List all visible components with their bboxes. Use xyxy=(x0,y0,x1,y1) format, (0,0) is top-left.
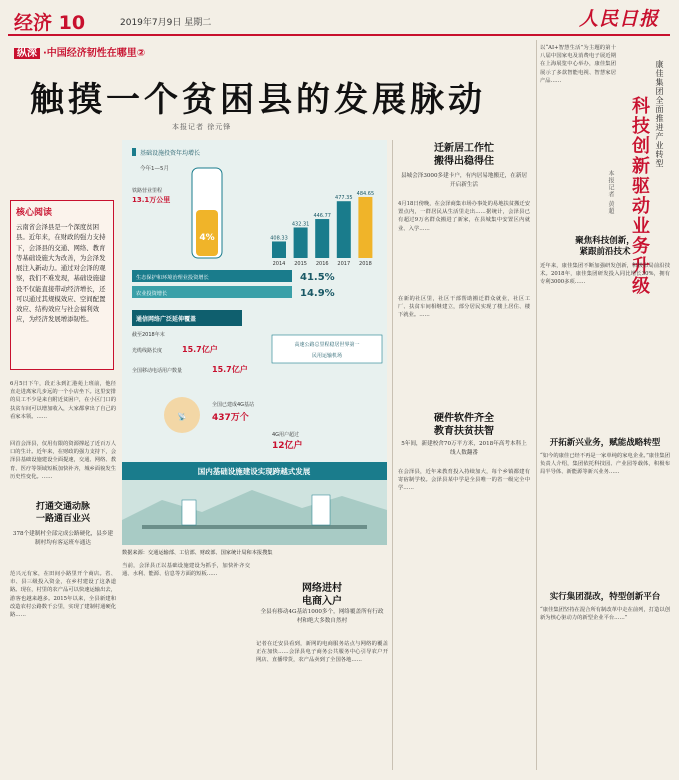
info-4g-label: 4G用户超过 xyxy=(272,432,300,438)
info-cable-value: 15.7亿户 xyxy=(182,345,218,354)
info-pct2: 14.9% xyxy=(300,288,335,299)
bar-2017 xyxy=(337,201,351,258)
bar-2016 xyxy=(315,219,329,258)
bar-label-2016: 2016 xyxy=(315,261,329,267)
kicker-tag: 纵深 xyxy=(14,48,40,59)
right-subhead-2: 开拓新兴业务，赋能战略转型 xyxy=(549,438,661,448)
subhead-edu: 硬件软件齐全 教育扶贫扶智 xyxy=(434,413,494,437)
info-highway-label: 高速公路总里程稳居世界第一 xyxy=(294,342,360,348)
info-rail-label: 铁路营业里程 xyxy=(132,188,163,194)
bar-label-2017: 2017 xyxy=(337,261,351,267)
section-label: 经济 10 xyxy=(14,12,86,34)
left-body-2: 范兴元有家，在田间小路里开个商店。省、市、县三级投入资金，在乡村建设了这条道路。现在，村里的农产品可以快速运输出去，游客也越来越多。2015年以来，全县新建和改造农村公路数千公里，实现了建制村通硬化路…… xyxy=(10,571,116,619)
mid-para1: 4月18日傍晚，在会泽商集市场办事处的易地扶贫搬迁安置点内，一群居民从生活里走出……据统计，会泽县已有超过9万名群众搬进了新家，在县城集中安置区内就业、入学…… xyxy=(398,201,530,232)
bar-value-2016: 446.77 xyxy=(313,213,331,220)
info-top-label: 基础设施投资年均增长 xyxy=(140,150,201,157)
byline: 本报记者 徐元锋 xyxy=(172,123,232,131)
right-side-note: 以“AI+智慧生活”为主题的第十八届中国家电及消费电子展近期在上海展览中心举办，康佳集团展示了多款智能电视、智慧家居产品…… xyxy=(540,45,616,84)
info-banner: 国内基础设施建设实现跨越式发展 xyxy=(197,467,311,476)
bar-value-2014: 408.33 xyxy=(270,235,288,242)
mid-para3: 记者在迁安县看到，新网的电商服务站点与网络的覆盖正在加快……会泽县电子商务公共服务中心引导农户开网店、直播带货，农产品卖到了全国各地…… xyxy=(256,641,388,664)
info-pct2-label: 农业投资增长 xyxy=(136,291,168,297)
subdeck-transport: 378个建制村全部完成公路硬化，县乡建制村均有客运班车通达 xyxy=(12,531,114,546)
kicker xyxy=(14,44,145,59)
bar-value-2018: 484.65 xyxy=(356,190,375,197)
core-reading-text: 云南省会泽县是一个深度贫困县。近年来，在财政的强力支持下，会泽县的交通、网络、教育等基础设施大为改善，为会泽发展注入新动力。通过对会泽的观察，我们不难发现，基础设施建设不仅能直接带动经济增长，还可以通过其规模效应、空间配置效应、结构效应与社会福利效应，为经济发展增添韧性。 xyxy=(16,223,106,324)
subhead-transport: 打通交通动脉 一路通百业兴 xyxy=(35,502,90,524)
info-telecom-label: 通信网络广泛延伸覆盖 xyxy=(136,316,197,323)
header-rule xyxy=(8,34,670,36)
right-byline: 本报记者 黄超 xyxy=(607,170,614,215)
mid-para5: 当前，会泽县正以基础设施建设为抓手，加快补齐交通、水利、能源、信息等方面的短板…… xyxy=(122,563,250,578)
bar-value-2015: 432.31 xyxy=(291,221,310,228)
info-pct1: 41.5% xyxy=(300,272,335,283)
subhead-network: 网络进村 电商入户 xyxy=(302,583,342,607)
info-mobile-value: 15.7亿户 xyxy=(212,365,248,374)
newspaper-logo: 人民日报 xyxy=(578,8,659,30)
subhead-relocation: 迁新居工作忙 搬得出稳得住 xyxy=(434,143,494,167)
pct-row-1 xyxy=(132,270,335,283)
bar-label-2018: 2018 xyxy=(359,261,372,267)
info-years-label: 今年1—5月 xyxy=(140,166,169,172)
headline: 触摸一个贫困县的发展脉动 xyxy=(30,80,486,120)
left-body-para1: 6月5日下午，段正永到汇港苑上班前，他径直走进离家几步远的一个小店坐下。这里安排的员工不少是来自附近贫困户，在小区门口的扶贫车间可以增加收入，大家都拿出了自己的看家本领。…… xyxy=(10,381,116,420)
subdeck-edu: 5年间，新建校舍70万平方米，2018年高考本科上线人数翻番 xyxy=(401,441,527,456)
mid-para4: 在会泽县，近年来教育投入持续加大，每个乡镇都建有寄宿制学校。会泽县某中学是全县唯一的省一级完全中学…… xyxy=(398,469,530,492)
info-mobile-label: 全国移动电话用户数量 xyxy=(132,368,183,374)
bar-value-2017: 477.35 xyxy=(335,195,353,202)
bar-label-2015: 2015 xyxy=(294,261,307,267)
info-cable-label: 光缆线路长度 xyxy=(132,348,163,354)
info-rail-value: 13.1万公里 xyxy=(132,196,171,204)
info-airport-label: 民用运输机场 xyxy=(311,353,343,359)
subdeck-network: 全县有移动4G基站1000多个，网络覆盖所有行政村和绝大多数自然村 xyxy=(260,609,384,624)
core-reading-title: 核心阅读 xyxy=(16,208,53,218)
pct-row-2 xyxy=(132,286,335,299)
bar-2018 xyxy=(358,197,372,258)
info-telecom-sub: 截至2018年末 xyxy=(132,332,165,338)
right-subhead-1: 聚焦科技创新， 紧跟前沿技术 xyxy=(575,236,635,258)
info-user-value: 437万个 xyxy=(212,413,249,423)
infographic xyxy=(122,140,387,545)
info-pct1-label: 生态保护和环境治理业投资增长 xyxy=(136,275,209,281)
column-divider-2 xyxy=(536,40,537,770)
bar-2014 xyxy=(272,241,286,258)
info-user-label: 全国已建成4G基站 xyxy=(212,402,255,408)
right-para2: “如今的康佳已经不再是一家单纯的家电企业。”康佳集团负责人介绍，集团依托科技园、产业园等载体，积极布局半导体、新能源等新兴业务…… xyxy=(540,453,670,476)
kicker-text: ·中国经济韧性在哪里② xyxy=(43,48,146,59)
right-vertical-subtitle: 康佳集团全面推进产业转型 xyxy=(655,60,664,168)
right-para3: “康佳集团坚持在混合所有制改革中走在前列，打造以创新为核心驱动力的新型企业平台……” xyxy=(540,607,670,622)
right-para1: 近年来，康佳集团不断加强研发创新，积极布局前沿技术。2018年，康佳集团研发投入同比增长30%，拥有专利3000多项…… xyxy=(540,263,670,286)
bar-label-2014: 2014 xyxy=(272,261,286,267)
right-vertical-title: 科技创新驱动业务升级 xyxy=(629,96,650,296)
info-4g-value: 12亿户 xyxy=(272,441,303,451)
subdeck-relocation: 县城会泽3000多建卡户，有内居易地搬迁，在新居开启新生活 xyxy=(400,173,528,188)
bar-2015 xyxy=(294,227,308,258)
tower-icon: 📡 xyxy=(177,413,187,421)
left-body-para2: 回首会泽县，仅用有限的资源撑起了近百万人口的生计。近年来，在财政的强力支持下，会泽县基础设施建设全面提速，交通、网络、教育、医疗等领域短板加快补齐，城乡面貌发生历史性变化。…… xyxy=(10,441,116,480)
right-subhead-3: 实行集团混改，特型创新平台 xyxy=(549,592,661,602)
mid-para2: 在新的社区里，社区干部帮助搬迁群众就业，社区工厂、扶贫车间相继建立，部分居民实现了楼上居住、楼下就业。…… xyxy=(398,296,530,319)
info-pct: 4% xyxy=(199,233,215,243)
core-reading-box xyxy=(10,200,114,370)
infographic-svg xyxy=(122,140,387,545)
column-divider-1 xyxy=(392,140,393,770)
infographic-caption: 数据来源：交通运输部、工信部、财政部、国家统计局和本报搜集 xyxy=(122,550,273,556)
issue-date: 2019年7月9日 星期二 xyxy=(120,18,212,28)
